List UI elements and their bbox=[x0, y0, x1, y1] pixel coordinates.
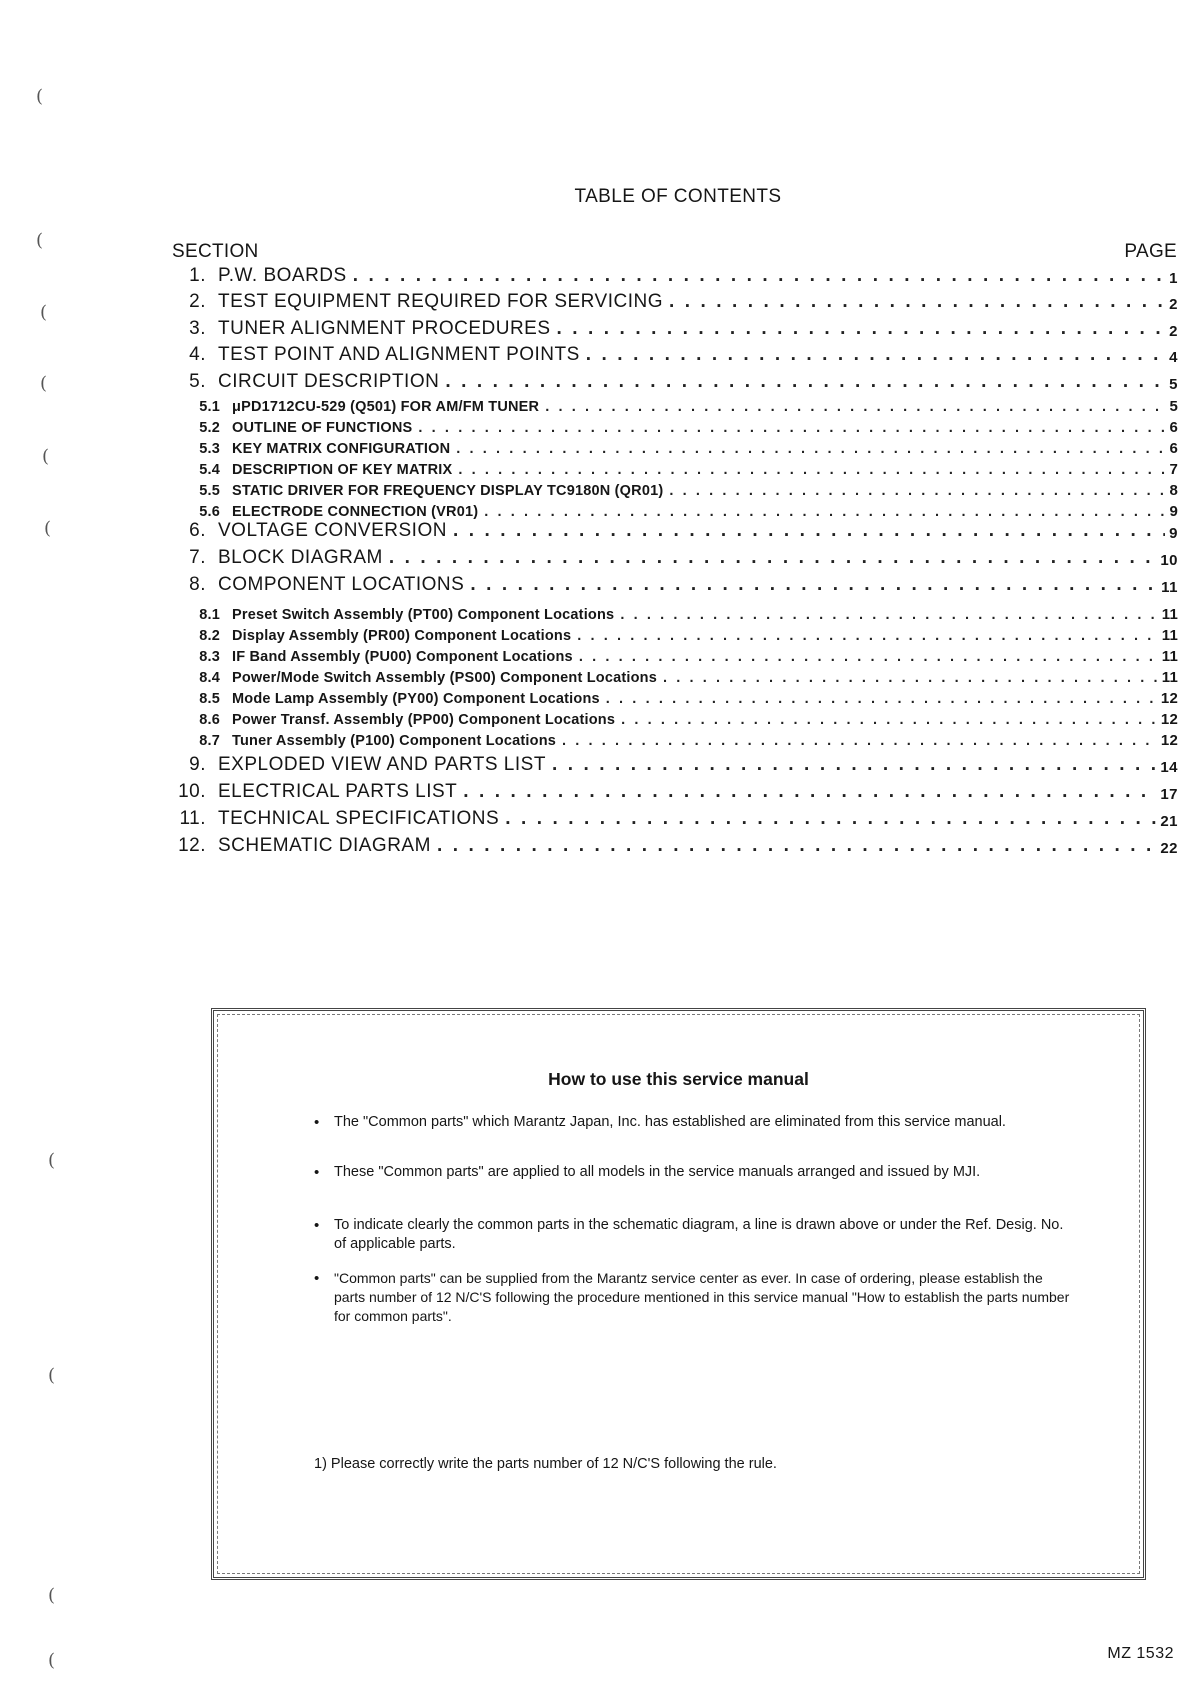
toc-entry-title: IF Band Assembly (PU00) Component Locations bbox=[232, 649, 573, 665]
dot-leader bbox=[418, 420, 1165, 436]
toc-entry-number: 5. bbox=[189, 371, 206, 392]
toc-entry-number: 8.7 bbox=[199, 733, 220, 749]
toc-entry-number: 4. bbox=[189, 344, 206, 365]
toc-entry-page: 9 bbox=[1169, 503, 1178, 520]
notice-bullet: • The "Common parts" which Marantz Japan, Inc. has established are eliminated from this service manual. bbox=[314, 1113, 1074, 1132]
toc-entry-page: 10 bbox=[1160, 552, 1178, 569]
margin-mark: ( bbox=[42, 446, 50, 467]
dot-leader bbox=[389, 547, 1156, 569]
toc-entry-number: 12. bbox=[178, 835, 206, 856]
toc-entry-title: BLOCK DIAGRAM bbox=[218, 547, 383, 568]
dot-leader bbox=[463, 781, 1156, 803]
toc-entry-page: 2 bbox=[1169, 323, 1178, 340]
margin-mark: ( bbox=[48, 1365, 56, 1386]
dot-leader bbox=[562, 733, 1157, 749]
margin-mark: ( bbox=[40, 302, 48, 323]
toc-entry-page: 8 bbox=[1169, 482, 1178, 499]
toc-entry-number: 10. bbox=[178, 781, 206, 802]
dot-leader bbox=[453, 520, 1165, 542]
margin-mark: ( bbox=[44, 518, 52, 539]
toc-entry bbox=[172, 393, 1178, 415]
toc-entry-page: 11 bbox=[1161, 627, 1178, 644]
toc-entry-number: 8.3 bbox=[199, 649, 220, 665]
toc-entry bbox=[172, 781, 1178, 803]
toc-entry-title: EXPLODED VIEW AND PARTS LIST bbox=[218, 754, 546, 775]
dot-leader bbox=[606, 691, 1157, 707]
toc-entry-number: 6. bbox=[189, 520, 206, 541]
toc-entry-number: 5.3 bbox=[199, 441, 220, 457]
toc-entry-number: 8.2 bbox=[199, 628, 220, 644]
toc-entry bbox=[172, 808, 1178, 830]
toc-entry-number: 11. bbox=[179, 808, 206, 829]
toc-entry-title: Mode Lamp Assembly (PY00) Component Locations bbox=[232, 691, 600, 707]
toc-entry-page: 12 bbox=[1160, 690, 1178, 707]
toc-entry-number: 7. bbox=[189, 547, 206, 568]
toc-entry bbox=[172, 371, 1178, 393]
dot-leader bbox=[456, 441, 1165, 457]
toc-entry-title: μPD1712CU-529 (Q501) FOR AM/FM TUNER bbox=[232, 399, 540, 415]
dot-leader bbox=[445, 371, 1165, 393]
toc-entry bbox=[172, 835, 1178, 857]
toc-entry bbox=[172, 435, 1178, 457]
dot-leader bbox=[458, 462, 1165, 478]
dot-leader bbox=[579, 649, 1158, 665]
toc-entry bbox=[172, 477, 1178, 499]
toc-entry bbox=[172, 706, 1178, 728]
dot-leader bbox=[669, 291, 1165, 313]
dot-leader bbox=[669, 483, 1165, 499]
page-header: PAGE bbox=[1124, 241, 1177, 262]
toc-entry-page: 11 bbox=[1161, 606, 1178, 623]
toc-entry-title: COMPONENT LOCATIONS bbox=[218, 574, 465, 595]
toc-entry-number: 3. bbox=[189, 318, 206, 339]
margin-mark: ( bbox=[36, 86, 44, 107]
toc-entry-title: ELECTRODE CONNECTION (VR01) bbox=[232, 504, 479, 520]
toc-entry-title: TEST POINT AND ALIGNMENT POINTS bbox=[218, 344, 580, 365]
dot-leader bbox=[353, 265, 1165, 287]
toc-entry bbox=[172, 685, 1178, 707]
page-title: TABLE OF CONTENTS bbox=[574, 186, 782, 207]
notice-bullet: • These "Common parts" are applied to all models in the service manuals arranged and issued by MJI. bbox=[314, 1163, 1074, 1182]
toc-entry bbox=[172, 622, 1178, 644]
toc-entry-title: Power/Mode Switch Assembly (PS00) Component Locations bbox=[232, 670, 657, 686]
toc-entry bbox=[172, 754, 1178, 776]
toc-entry-title: STATIC DRIVER FOR FREQUENCY DISPLAY TC9180N (QR01) bbox=[232, 483, 664, 499]
toc-entry bbox=[172, 601, 1178, 623]
toc-entry-page: 11 bbox=[1161, 648, 1178, 665]
toc-entry-title: TECHNICAL SPECIFICATIONS bbox=[218, 808, 500, 829]
dot-leader bbox=[437, 835, 1156, 857]
dot-leader bbox=[470, 574, 1157, 596]
toc-entry bbox=[172, 456, 1178, 478]
notice-bullet: • "Common parts" can be supplied from the Marantz service center as ever. In case of ordering, please establish the parts number of 12 N/C'S following the procedure mentioned in this service manual "How to establish the parts number for common parts". bbox=[314, 1269, 1074, 1326]
toc-entry-title: TUNER ALIGNMENT PROCEDURES bbox=[218, 318, 551, 339]
toc-entry-number: 5.4 bbox=[199, 462, 220, 478]
section-header: SECTION bbox=[172, 241, 259, 262]
dot-leader bbox=[545, 399, 1165, 415]
toc-entry bbox=[172, 664, 1178, 686]
toc-entry-page: 7 bbox=[1169, 461, 1178, 478]
toc-entry bbox=[172, 643, 1178, 665]
toc-entry bbox=[172, 727, 1178, 749]
toc-entry-page: 11 bbox=[1161, 669, 1178, 686]
toc-entry-title: TEST EQUIPMENT REQUIRED FOR SERVICING bbox=[218, 291, 664, 312]
toc-entry bbox=[172, 291, 1178, 313]
toc-entry-page: 5 bbox=[1169, 376, 1178, 393]
toc-entry-number: 9. bbox=[189, 754, 206, 775]
toc-entry-page: 5 bbox=[1169, 398, 1178, 415]
toc-entry-number: 8.5 bbox=[199, 691, 220, 707]
toc-entry-page: 4 bbox=[1169, 349, 1178, 366]
notice-rule-note: 1) Please correctly write the parts number of 12 N/C'S following the rule. bbox=[314, 1456, 777, 1472]
toc-entry-page: 12 bbox=[1160, 732, 1178, 749]
toc-entry-number: 8. bbox=[189, 574, 206, 595]
service-manual-notice-box bbox=[211, 1008, 1146, 1580]
toc-entry-page: 14 bbox=[1160, 759, 1178, 776]
toc-entry-title: VOLTAGE CONVERSION bbox=[218, 520, 447, 541]
notice-bullet: • To indicate clearly the common parts in the schematic diagram, a line is drawn above or under the Ref. Desig. No. of applicable parts. bbox=[314, 1216, 1074, 1254]
toc-entry bbox=[172, 344, 1178, 366]
margin-mark: ( bbox=[48, 1650, 56, 1671]
dot-leader bbox=[505, 808, 1156, 830]
dot-leader bbox=[663, 670, 1158, 686]
margin-mark: ( bbox=[36, 230, 44, 251]
toc-entry-number: 5.1 bbox=[199, 399, 220, 415]
toc-entry-number: 1. bbox=[189, 265, 206, 286]
toc-entry-number: 5.2 bbox=[199, 420, 220, 436]
toc-entry-title: Display Assembly (PR00) Component Locations bbox=[232, 628, 572, 644]
toc-entry-number: 5.6 bbox=[199, 504, 220, 520]
dot-leader bbox=[621, 712, 1157, 728]
notice-title: How to use this service manual bbox=[548, 1069, 809, 1089]
toc-entry bbox=[172, 520, 1178, 542]
toc-entry-title: Tuner Assembly (P100) Component Locations bbox=[232, 733, 557, 749]
margin-mark: ( bbox=[40, 373, 48, 394]
toc-entry-title: DESCRIPTION OF KEY MATRIX bbox=[232, 462, 453, 478]
toc-entry-page: 6 bbox=[1169, 440, 1178, 457]
document-code: MZ 1532 bbox=[1107, 1645, 1174, 1662]
dot-leader bbox=[557, 318, 1166, 340]
toc-entry-title: P.W. BOARDS bbox=[218, 265, 347, 286]
toc-entry-title: Preset Switch Assembly (PT00) Component Locations bbox=[232, 607, 615, 623]
toc-entry-title: SCHEMATIC DIAGRAM bbox=[218, 835, 431, 856]
toc-entry-page: 12 bbox=[1160, 711, 1178, 728]
dot-leader bbox=[586, 344, 1165, 366]
toc-entry-page: 6 bbox=[1169, 419, 1178, 436]
margin-mark: ( bbox=[48, 1150, 56, 1171]
margin-mark: ( bbox=[48, 1585, 56, 1606]
toc-entry-page: 2 bbox=[1169, 296, 1178, 313]
toc-entry bbox=[172, 318, 1178, 340]
toc-entry-page: 17 bbox=[1160, 786, 1178, 803]
toc-entry bbox=[172, 265, 1178, 287]
toc-entry bbox=[172, 547, 1178, 569]
toc-entry-number: 8.6 bbox=[199, 712, 220, 728]
toc-entry bbox=[172, 498, 1178, 520]
toc-entry-number: 8.1 bbox=[199, 607, 220, 623]
toc-entry bbox=[172, 414, 1178, 436]
toc-entry-number: 2. bbox=[189, 291, 206, 312]
toc-entry-title: KEY MATRIX CONFIGURATION bbox=[232, 441, 451, 457]
toc-entry-title: CIRCUIT DESCRIPTION bbox=[218, 371, 440, 392]
dot-leader bbox=[620, 607, 1157, 623]
toc-entry-number: 5.5 bbox=[199, 483, 220, 499]
toc-entry-page: 21 bbox=[1160, 813, 1178, 830]
toc-entry-page: 1 bbox=[1169, 270, 1178, 287]
toc-entry-page: 11 bbox=[1161, 579, 1178, 596]
toc-entry bbox=[172, 574, 1178, 596]
dot-leader bbox=[484, 504, 1165, 520]
dot-leader bbox=[577, 628, 1158, 644]
toc-entry-number: 8.4 bbox=[199, 670, 220, 686]
toc-entry-page: 22 bbox=[1160, 840, 1178, 857]
toc-entry-page: 9 bbox=[1169, 525, 1178, 542]
toc-entry-title: Power Transf. Assembly (PP00) Component Locations bbox=[232, 712, 616, 728]
toc-entry-title: OUTLINE OF FUNCTIONS bbox=[232, 420, 413, 436]
dot-leader bbox=[552, 754, 1156, 776]
toc-entry-title: ELECTRICAL PARTS LIST bbox=[218, 781, 458, 802]
